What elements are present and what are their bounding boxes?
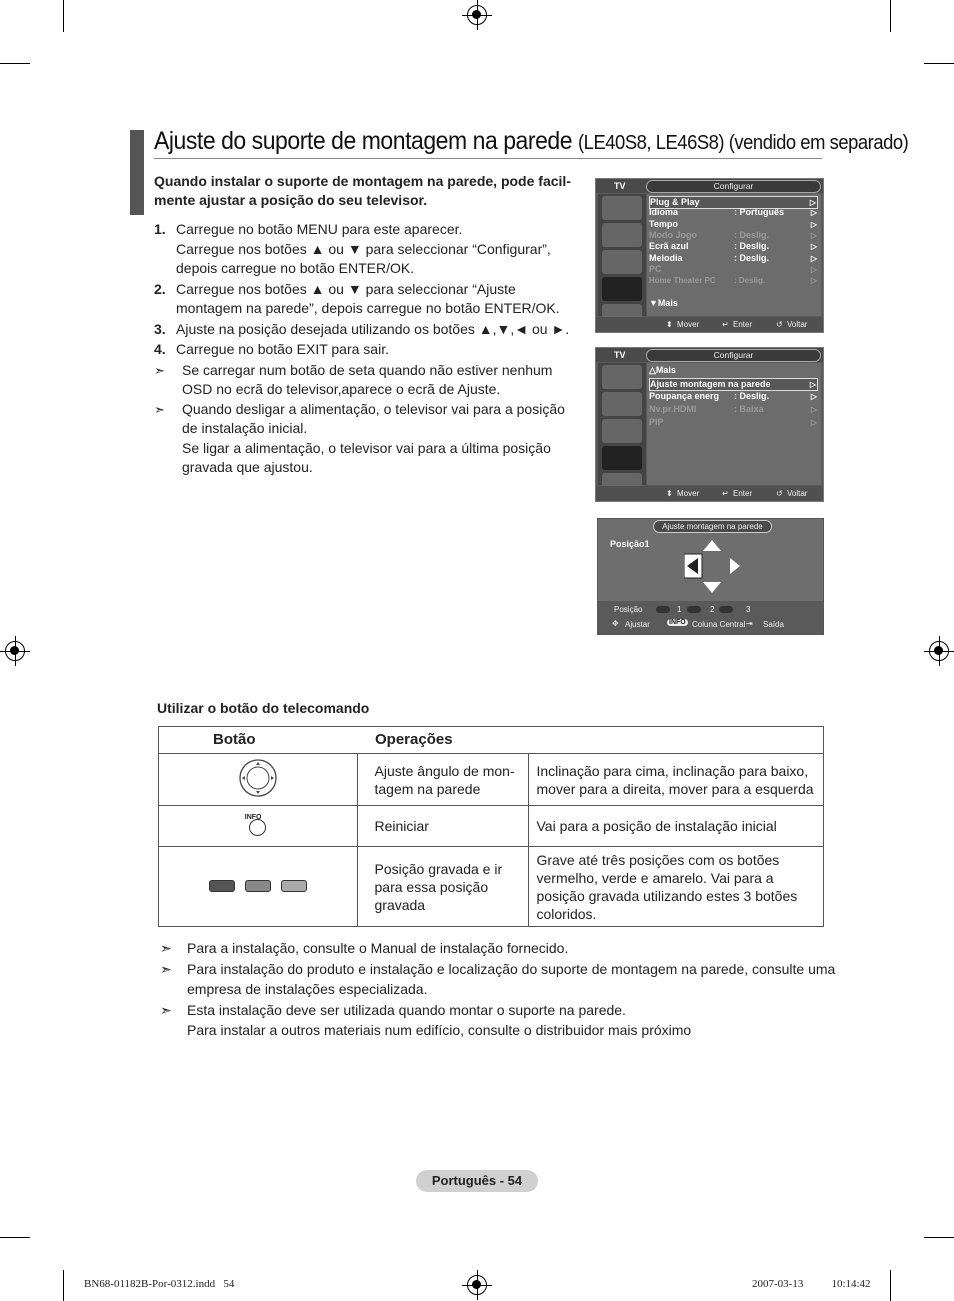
picture-icon <box>602 196 642 220</box>
button-cell <box>159 806 358 847</box>
osd-row-label: Ecrã azul <box>649 241 689 251</box>
osd-row[interactable]: Modo Jogo : Deslig. ▷ <box>649 230 817 240</box>
step-1 <box>154 220 584 279</box>
registration-mark-icon <box>5 641 25 661</box>
red-button-icon <box>209 880 235 892</box>
channel-icon <box>602 250 642 274</box>
return-icon: ↺ <box>776 320 783 329</box>
adjust-footer <box>598 601 823 634</box>
position-3: 3 <box>746 605 751 614</box>
title-main: Ajuste do suporte de montagem na parede <box>154 127 573 155</box>
sound-icon <box>602 223 642 247</box>
green-button-icon <box>245 880 271 892</box>
osd-row[interactable]: Ecrã azul : Deslig. ▷ <box>649 241 817 251</box>
bottom-notes <box>160 938 840 1041</box>
osd-row-label: Tempo <box>649 219 678 229</box>
step-text: Carregue no botão MENU para este aparecer. <box>176 221 463 237</box>
direction-pad-icon <box>238 758 278 798</box>
picture-icon <box>602 365 642 389</box>
table-row <box>159 754 824 806</box>
osd-row-label: Melodia <box>649 253 683 263</box>
page-number-badge: Português - 54 <box>416 1170 538 1192</box>
osd-header <box>596 348 823 362</box>
step-number: 2. <box>154 280 166 297</box>
setup-icon <box>602 446 642 470</box>
osd-header <box>596 179 823 193</box>
note-arrow-icon: ➣ <box>160 1001 172 1018</box>
adjust-title: Ajuste montagem na parede <box>653 520 772 533</box>
crop-mark <box>924 63 954 64</box>
osd-footer <box>596 317 823 332</box>
note-text: Quando desligar a alimentação, o televisor vai para a posição de instalação inicial. <box>182 400 565 436</box>
operation-name: Ajuste ângulo de mon-tagem na parede <box>357 754 528 806</box>
osd-more[interactable]: ▼Mais <box>649 298 678 308</box>
direction-arrows-icon[interactable] <box>684 539 744 595</box>
info-button-label: INFO <box>244 814 262 821</box>
osd-row[interactable]: Home Theater PC : Deslig. ▷ <box>649 276 817 285</box>
osd-row-label: Idioma <box>649 207 679 217</box>
osd-row-value: : Deslig. <box>734 241 770 251</box>
yellow-button-icon <box>281 880 307 892</box>
osd-row[interactable]: PIP ▷ <box>649 417 817 427</box>
channel-icon <box>602 419 642 443</box>
osd-row-label: Modo Jogo <box>649 230 697 240</box>
osd-row-value: : Português <box>734 207 785 217</box>
button-cell <box>159 847 358 927</box>
note-arrow-icon: ➣ <box>160 960 172 977</box>
title-rule <box>154 158 822 159</box>
osd-row[interactable]: Ajuste montagem na parede ▷ <box>650 379 816 389</box>
registration-mark-icon <box>929 641 949 661</box>
osd-row-value: : Deslig. <box>734 276 766 285</box>
page-title <box>154 127 908 156</box>
steps-list <box>154 220 584 478</box>
crop-mark <box>890 1270 891 1301</box>
adjust-position-label: Posição1 <box>610 539 650 549</box>
red-position-dot[interactable] <box>656 606 670 613</box>
osd-source-label: TV <box>614 181 626 191</box>
osd-row-label: Nv.pr.HDMI <box>649 404 697 414</box>
step-text: Carregue no botão EXIT para sair. <box>176 341 389 357</box>
osd-menu-configurar-1 <box>595 178 824 333</box>
osd-row-label: Poupança energ <box>649 391 720 401</box>
table-caption: Utilizar o botão do telecomando <box>157 700 370 716</box>
osd-row-label: Home Theater PC <box>649 276 716 285</box>
osd-more[interactable]: △Mais <box>649 365 676 375</box>
print-footer-date: 2007-03-13 ￿￿ 10:14:42 <box>752 1278 871 1290</box>
osd-footer <box>596 486 823 501</box>
note-text: Para instalar a outros materiais num edifício, consulte o distribuidor mais próximo <box>187 1022 692 1038</box>
adjust-label: Ajustar <box>625 620 650 629</box>
osd-row-value: : Baixa <box>734 404 764 414</box>
sound-icon <box>602 392 642 416</box>
position-label: Posição <box>614 605 643 614</box>
osd-row[interactable]: Nv.pr.HDMI : Baixa ▷ <box>649 404 817 414</box>
osd-row[interactable]: PC ▷ <box>649 264 817 274</box>
registration-mark-icon <box>467 5 487 25</box>
note-arrow-icon: ➣ <box>154 401 165 417</box>
operation-description: Inclinação para cima, inclinação para baixo, mover para a direita, mover para a esquerda <box>528 754 824 806</box>
crop-mark <box>890 0 891 32</box>
note-text: Se carregar num botão de seta quando não estiver nenhum OSD no ecrã do televisor,aparece o ecrã de Ajuste. <box>182 361 553 397</box>
return-icon: ↺ <box>776 489 783 498</box>
osd-row-value: : Deslig. <box>734 230 770 240</box>
center-label: Coluna Central <box>692 620 746 629</box>
osd-footer-move: Mover <box>677 320 700 329</box>
osd-sidebar <box>598 363 646 485</box>
note-text: Esta instalação deve ser utilizada quando montar o suporte na parede. <box>187 1001 626 1018</box>
info-button-icon <box>245 809 271 839</box>
operation-name: Reiniciar <box>357 806 528 847</box>
osd-row-label: PIP <box>649 417 664 427</box>
table-row <box>159 847 824 927</box>
osd-row-value: : Deslig. <box>734 253 770 263</box>
osd-footer-move: Mover <box>677 489 700 498</box>
note-text: Para a instalação, consulte o Manual de instalação fornecido. <box>187 940 569 956</box>
button-cell <box>159 754 358 806</box>
note-text: Se ligar a alimentação, o televisor vai para a última posição gravada que ajustou. <box>182 439 551 475</box>
step-text: Carregue nos botões ▲ ou ▼ para seleccionar “Ajuste montagem na parede”, depois carregue no botão ENTER/OK. <box>176 280 560 316</box>
osd-row[interactable]: Plug & Play ▷ <box>650 197 816 207</box>
osd-row[interactable]: Melodia : Deslig. ▷ <box>649 253 817 263</box>
print-footer-file: BN68-01182B-Por-0312.indd 54 <box>84 1278 235 1290</box>
crop-mark <box>0 63 30 64</box>
step-text: Carregue nos botões ▲ ou ▼ para seleccionar “Configurar”, depois carregue no botão ENTER/OK. <box>176 240 551 276</box>
enter-icon: ↵ <box>722 489 729 498</box>
note-1 <box>154 361 584 400</box>
setup-icon <box>602 277 642 301</box>
crop-mark <box>924 1237 954 1238</box>
osd-footer-back: Voltar <box>787 320 808 329</box>
osd-sidebar <box>598 194 646 316</box>
osd-footer-back: Voltar <box>787 489 808 498</box>
osd-footer-enter: Enter <box>733 489 753 498</box>
bottom-note <box>160 938 840 959</box>
osd-row[interactable]: Poupança energ : Deslig. ▷ <box>649 391 817 401</box>
osd-wall-mount-adjust <box>597 518 824 635</box>
note-text: Para instalação do produto e instalação e localização do suporte de montagem na parede, consulte uma empresa de instalações especializada. <box>187 960 836 997</box>
intro-text: Quando instalar o suporte de montagem na parede, pode facil-mente ajustar a posição do seu televisor. <box>154 173 571 208</box>
step-number: 3. <box>154 320 166 337</box>
crop-mark <box>63 1270 64 1301</box>
operation-description: Vai para a posição de instalação inicial <box>528 806 824 847</box>
crop-mark <box>63 0 64 32</box>
step-4 <box>154 340 584 360</box>
column-header-button: Botão <box>159 727 358 754</box>
osd-menu-list <box>647 194 821 316</box>
note-arrow-icon: ➣ <box>154 362 165 378</box>
position-1: 1 <box>677 605 682 614</box>
info-button-icon: INFO <box>669 619 686 626</box>
step-number: 4. <box>154 341 166 357</box>
osd-source-label: TV <box>614 350 626 360</box>
osd-footer-enter: Enter <box>733 320 753 329</box>
move-icon: ⬍ <box>666 320 673 329</box>
step-number: 1. <box>154 221 166 237</box>
table-row <box>159 806 824 847</box>
osd-row[interactable]: Tempo ▷ <box>649 219 817 229</box>
step-2 <box>154 280 584 319</box>
osd-row[interactable]: Idioma : Português ▷ <box>649 207 817 217</box>
crop-mark <box>0 1237 30 1238</box>
operation-name: Posição gravada e ir para essa posição gravada <box>357 847 528 927</box>
osd-menu-title: Configurar <box>646 349 821 362</box>
enter-icon: ↵ <box>722 320 729 329</box>
title-accent-bar <box>130 130 144 215</box>
bottom-note <box>160 1000 840 1041</box>
move-icon: ✥ <box>612 619 619 628</box>
osd-menu-list <box>647 363 821 485</box>
osd-row-label: PC <box>649 264 662 274</box>
position-2: 2 <box>710 605 715 614</box>
note-2 <box>154 400 584 478</box>
green-position-dot[interactable] <box>687 606 701 613</box>
column-header-operations: Operações <box>357 727 824 754</box>
osd-row-label: Ajuste montagem na parede <box>650 379 771 389</box>
registration-mark-icon <box>467 1275 487 1295</box>
osd-row-label: Plug & Play <box>650 197 700 207</box>
bottom-note <box>160 959 840 1000</box>
note-arrow-icon: ➣ <box>160 940 172 956</box>
osd-menu-title: Configurar <box>646 180 821 193</box>
step-text: Ajuste na posição desejada utilizando os botões ▲,▼,◄ ou ►. <box>176 320 570 337</box>
operation-description: Grave até três posições com os botões vermelho, verde e amarelo. Vai para a posição gravada utilizando estes 3 botões coloridos. <box>528 847 824 927</box>
move-icon: ⬍ <box>666 489 673 498</box>
exit-icon: ⇥ <box>746 619 753 628</box>
osd-menu-configurar-2 <box>595 347 824 502</box>
table-header <box>159 727 824 754</box>
osd-row-value: : Deslig. <box>734 391 770 401</box>
title-models: (LE40S8, LE46S8) (vendido em separado) <box>578 132 909 154</box>
yellow-position-dot[interactable] <box>719 606 733 613</box>
step-3 <box>154 320 584 340</box>
exit-label: Saída <box>763 620 784 629</box>
remote-buttons-table <box>158 726 824 927</box>
